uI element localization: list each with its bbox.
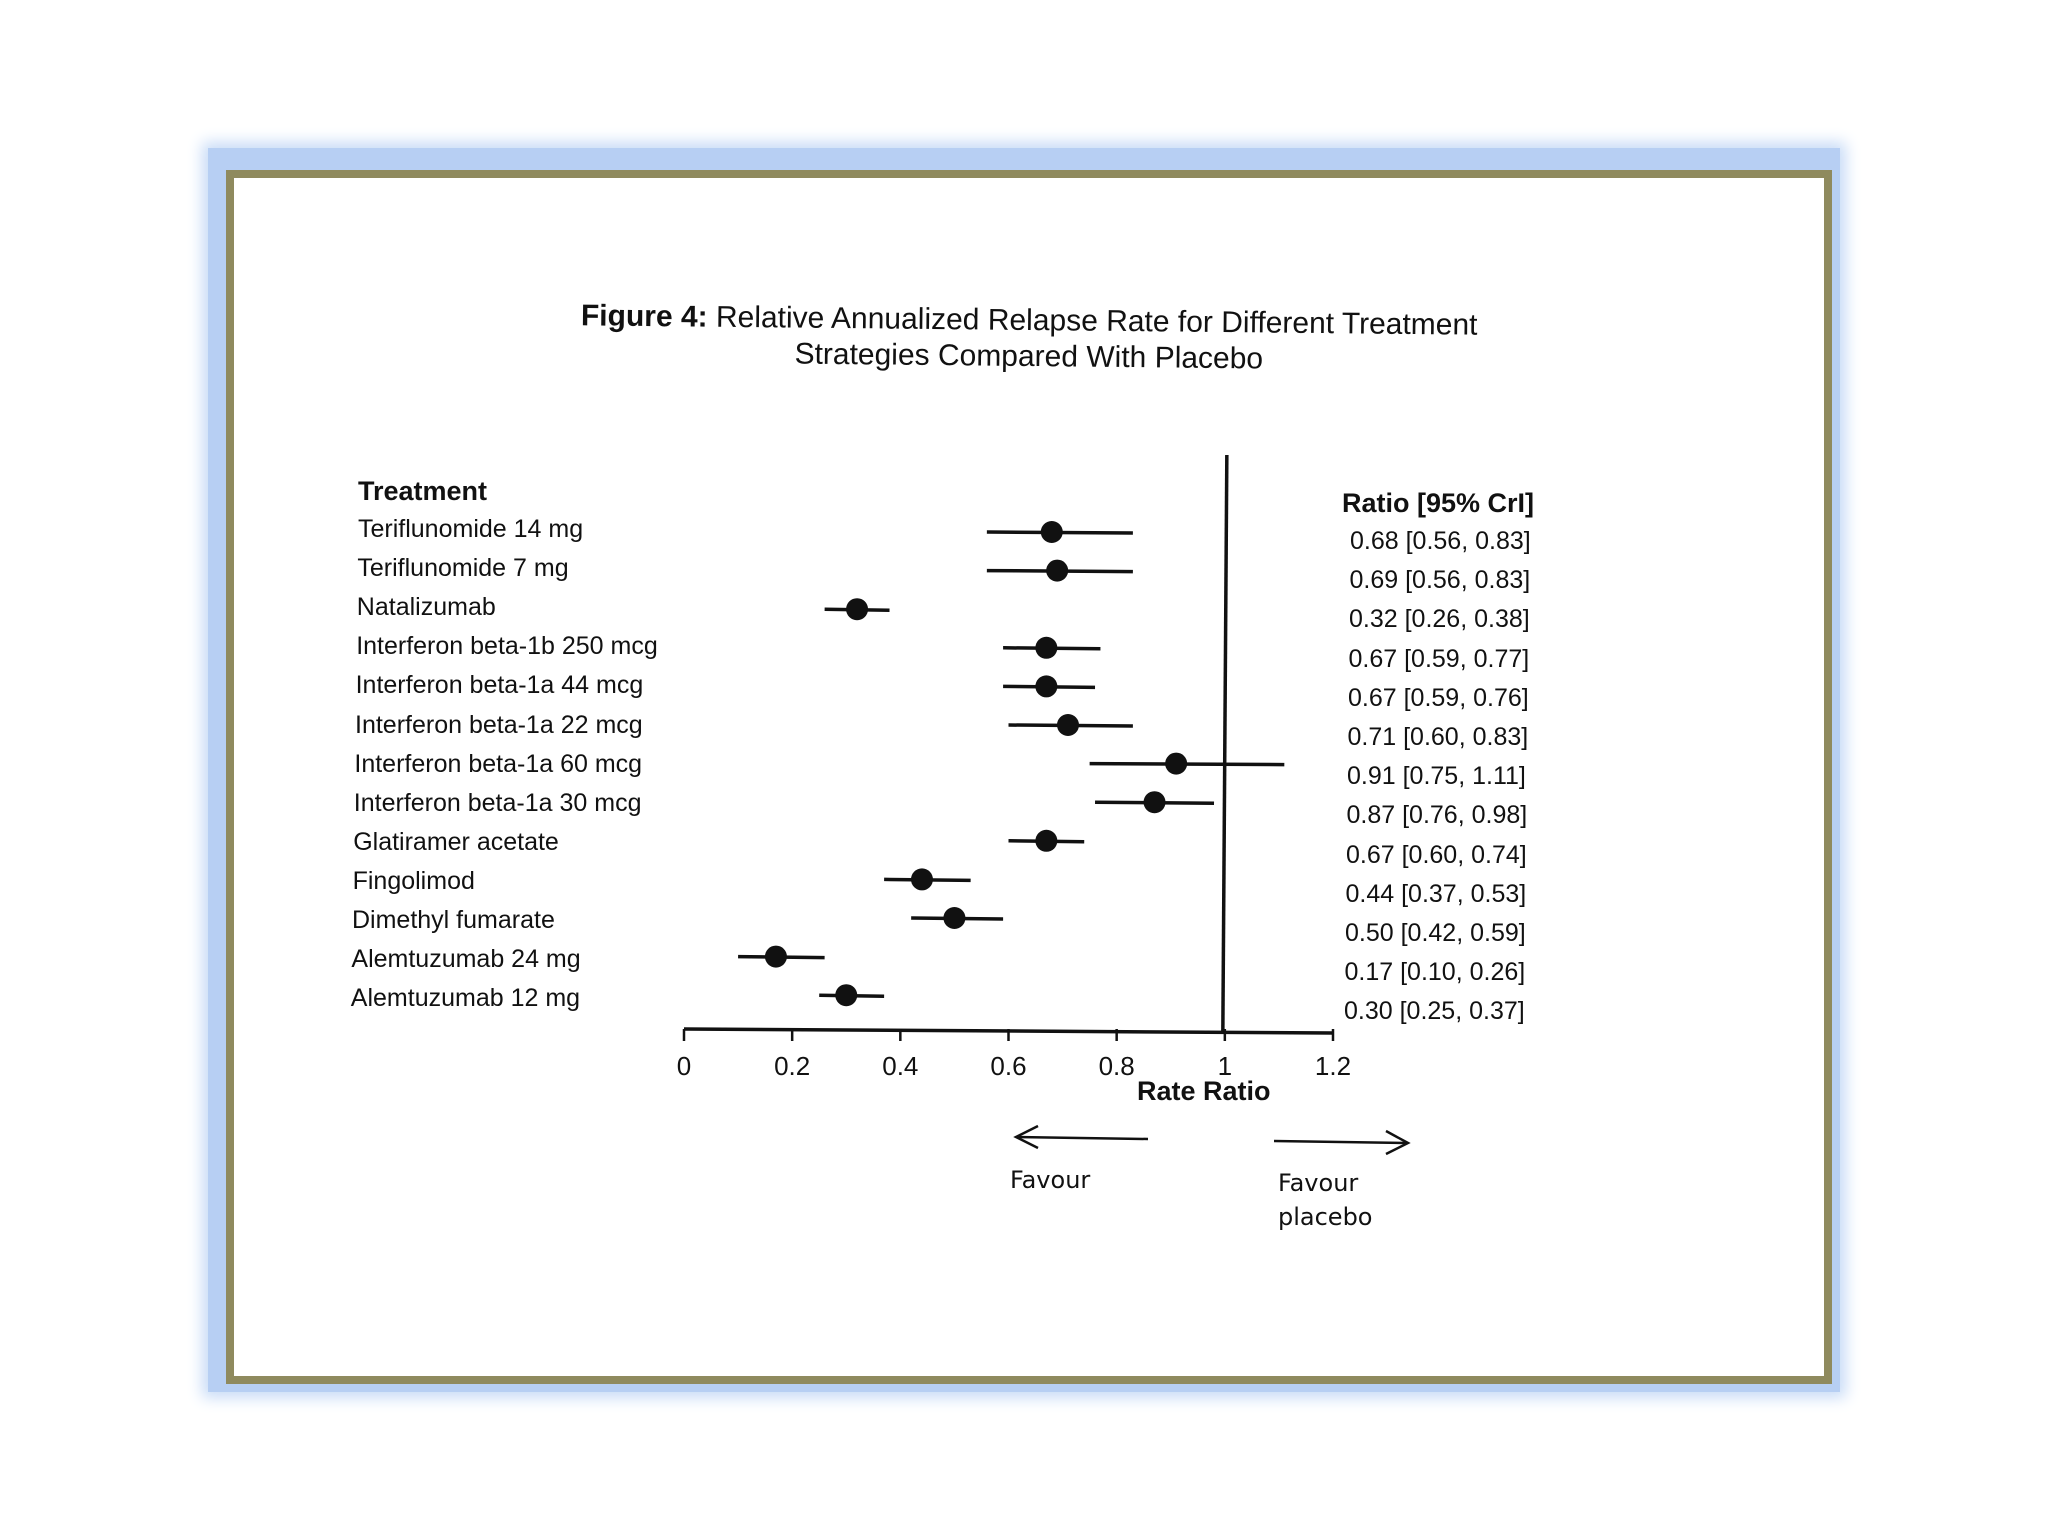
estimate-point — [1057, 714, 1079, 736]
favour-treatment-label: Favour — [1010, 1166, 1091, 1194]
x-tick-label: 1 — [1217, 1051, 1233, 1081]
x-tick-label: 0.6 — [990, 1051, 1027, 1081]
estimate-point — [943, 907, 965, 929]
treatment-label: Dimethyl fumarate — [352, 906, 555, 934]
ratio-value: 0.67 [0.60, 0.74] — [1346, 840, 1527, 869]
ratio-value: 0.87 [0.76, 0.98] — [1346, 801, 1528, 830]
ratio-value: 0.68 [0.56, 0.83] — [1350, 527, 1531, 555]
treatment-label: Interferon beta-1b 250 mcg — [356, 632, 658, 661]
ratio-value: 0.50 [0.42, 0.59] — [1345, 919, 1526, 947]
estimate-point — [1046, 560, 1068, 582]
ratio-value: 0.71 [0.60, 0.83] — [1347, 723, 1529, 751]
estimate-point — [911, 868, 933, 890]
ratio-value: 0.44 [0.37, 0.53] — [1345, 879, 1527, 908]
x-tick-label: 0.4 — [882, 1051, 919, 1081]
figure-title-line2: Strategies Compared With Placebo — [794, 337, 1264, 376]
favour-left-arrow-shaft — [1016, 1137, 1148, 1139]
ratio-value: 0.69 [0.56, 0.83] — [1349, 566, 1531, 595]
treatment-label: Interferon beta-1a 44 mcg — [355, 671, 644, 700]
favour-placebo-label — [1278, 1166, 1373, 1234]
treatment-label: Alemtuzumab 24 mg — [351, 945, 581, 974]
ratio-column-header: Ratio [95% CrI] — [1342, 488, 1535, 518]
treatment-label: Interferon beta-1a 60 mcg — [354, 749, 643, 778]
treatment-label: Interferon beta-1a 30 mcg — [353, 788, 642, 817]
treatment-label: Interferon beta-1a 22 mcg — [355, 710, 643, 739]
treatment-label: Glatiramer acetate — [353, 827, 559, 856]
treatment-label: Fingolimod — [352, 866, 475, 895]
estimate-point — [835, 984, 857, 1006]
estimate-point — [1165, 753, 1187, 775]
treatment-label: Teriflunomide 7 mg — [357, 554, 569, 583]
estimate-point — [1041, 521, 1063, 543]
treatment-label: Alemtuzumab 12 mg — [350, 984, 581, 1013]
x-tick-label: 0.2 — [774, 1051, 811, 1081]
treatment-column-header: Treatment — [358, 476, 488, 506]
x-tick-label: 1.2 — [1314, 1051, 1352, 1081]
ratio-value: 0.67 [0.59, 0.77] — [1348, 644, 1530, 673]
reference-line — [1223, 455, 1227, 1033]
estimate-point — [1035, 830, 1057, 852]
x-axis-title: Rate Ratio — [1137, 1076, 1271, 1106]
estimate-point — [1035, 637, 1057, 659]
ratio-value: 0.91 [0.75, 1.11] — [1347, 762, 1526, 791]
favour-placebo-line2: placebo — [1278, 1203, 1373, 1231]
ratio-value: 0.17 [0.10, 0.26] — [1344, 958, 1526, 987]
estimate-point — [846, 598, 868, 620]
ratio-value: 0.30 [0.25, 0.37] — [1344, 997, 1525, 1026]
ratio-value: 0.32 [0.26, 0.38] — [1349, 605, 1530, 634]
estimate-point — [1035, 675, 1057, 697]
x-tick-label: 0 — [676, 1051, 692, 1081]
treatment-label: Natalizumab — [356, 593, 496, 622]
treatment-label: Teriflunomide 14 mg — [358, 515, 584, 543]
figure-title-bold: Figure 4: — [580, 299, 708, 334]
favour-placebo-line1: Favour — [1278, 1169, 1359, 1197]
x-tick-label: 0.8 — [1098, 1051, 1135, 1081]
figure-title-line1: Relative Annualized Relapse Rate for Different Treatment — [715, 300, 1478, 342]
favour-right-arrow-shaft — [1274, 1141, 1408, 1143]
estimate-point — [1144, 791, 1166, 813]
ratio-value: 0.67 [0.59, 0.76] — [1348, 683, 1529, 712]
estimate-point — [765, 946, 787, 968]
